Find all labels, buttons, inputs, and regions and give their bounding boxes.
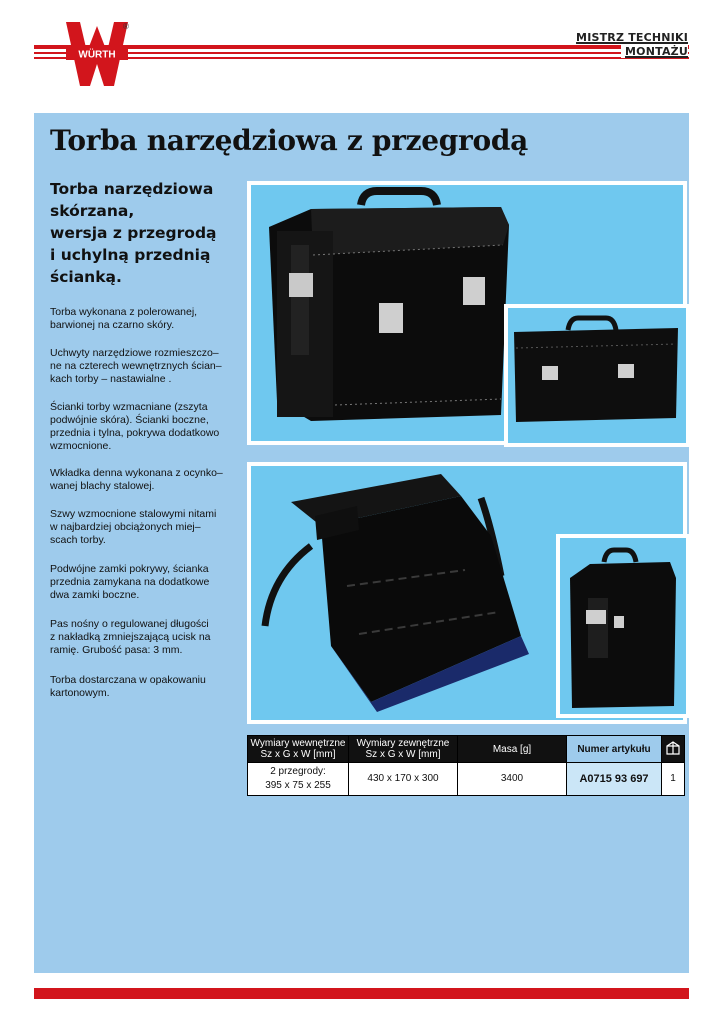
text-line: Uchwyty narzędziowe rozmieszczo– xyxy=(50,347,219,359)
text-line: wzmocnione. xyxy=(50,440,112,452)
text-line: kach torby – nastawialne . xyxy=(50,373,172,385)
table-row xyxy=(248,763,685,796)
header-text: Wymiary wewnętrzne xyxy=(250,738,346,749)
header-rule-middle xyxy=(34,52,689,54)
text-line: przednia zamykana na dodatkowe xyxy=(50,576,210,588)
cell-mass: 3400 xyxy=(458,763,567,796)
text-line: Torba wykonana z polerowanej, xyxy=(50,306,198,318)
header-rule-bottom xyxy=(34,57,689,59)
cell-quantity: 1 xyxy=(662,763,685,796)
text-line: przednia i tylna, pokrywa dodatkowo xyxy=(50,427,220,439)
cell-inner-dims xyxy=(248,763,349,796)
photo-bag-side xyxy=(556,534,690,718)
header-rule-top xyxy=(34,45,689,49)
text-line: scach torby. xyxy=(50,534,106,546)
package-icon xyxy=(665,740,681,756)
page-title: Torba narzędziowa z przegrodą xyxy=(50,124,528,157)
wurth-logo xyxy=(66,22,128,86)
text-line: z nakładką zmniejszającą ucisk na xyxy=(50,631,211,643)
text-line: Ścianki torby wzmacniane (zszyta xyxy=(50,401,208,413)
header-text: Sz x G x W [mm] xyxy=(365,749,441,760)
brand-line-1: MISTRZ TECHNIKI xyxy=(576,31,688,44)
text-line: podwójnie skóra). Ścianki boczne, xyxy=(50,414,209,426)
footer-bar xyxy=(34,988,689,999)
cell-text: 2 przegrody: xyxy=(270,766,326,777)
text-line: Torba dostarczana w opakowaniu xyxy=(50,674,206,686)
bag-front-illustration xyxy=(508,308,686,443)
text-line: barwionej na czarno skóry. xyxy=(50,319,175,331)
text-line: Szwy wzmocnione stalowymi nitami xyxy=(50,508,217,520)
cell-text: 395 x 75 x 255 xyxy=(265,780,331,791)
subtitle-line: ścianką. xyxy=(50,268,122,286)
description-paragraph-holders xyxy=(50,347,245,386)
description-paragraph-base xyxy=(50,467,245,493)
text-line: dwa zamki boczne. xyxy=(50,589,140,601)
description-paragraph-packaging xyxy=(50,674,245,700)
registered-mark: ® xyxy=(123,22,129,31)
header-mass: Masa [g] xyxy=(458,736,567,763)
description-paragraph-locks xyxy=(50,563,245,602)
header-text: Sz x G x W [mm] xyxy=(260,749,336,760)
header-article-number: Numer artykułu xyxy=(567,736,662,763)
text-line: w najbardziej obciążonych miej– xyxy=(50,521,201,533)
header-inner-dims xyxy=(248,736,349,763)
description-paragraph-walls xyxy=(50,401,245,453)
text-line: ramię. Grubość pasa: 3 mm. xyxy=(50,644,183,656)
subtitle-line: wersja z przegrodą xyxy=(50,224,217,242)
logo-text: WÜRTH xyxy=(78,49,116,61)
subtitle-line: skórzana, xyxy=(50,202,135,220)
text-line: Wkładka denna wykonana z ocynko– xyxy=(50,467,223,479)
header-outer-dims xyxy=(349,736,458,763)
header-package xyxy=(662,736,685,763)
cell-article-number: A0715 93 697 xyxy=(567,763,662,796)
text-line: ne na czterech wewnętrznych ścian– xyxy=(50,360,222,372)
text-line: Pas nośny o regulowanej długości xyxy=(50,618,209,630)
header-text: Wymiary zewnętrzne xyxy=(356,738,450,749)
subtitle-line: Torba narzędziowa xyxy=(50,180,214,198)
brand-line-2: MONTAŻU xyxy=(621,45,688,58)
cell-outer-dims: 430 x 170 x 300 xyxy=(349,763,458,796)
text-line: wanej blachy stalowej. xyxy=(50,480,155,492)
product-subtitle xyxy=(50,178,240,288)
bag-side-illustration xyxy=(560,538,686,714)
description-paragraph-strap xyxy=(50,618,245,657)
spec-table-header-row xyxy=(248,736,685,763)
text-line: kartonowym. xyxy=(50,687,110,699)
spec-table xyxy=(247,735,685,796)
text-line: Podwójne zamki pokrywy, ścianka xyxy=(50,563,209,575)
description-paragraph-seams xyxy=(50,508,245,547)
subtitle-line: i uchylną przednią xyxy=(50,246,211,264)
description-paragraph-material xyxy=(50,306,245,332)
photo-bag-front xyxy=(504,304,690,447)
